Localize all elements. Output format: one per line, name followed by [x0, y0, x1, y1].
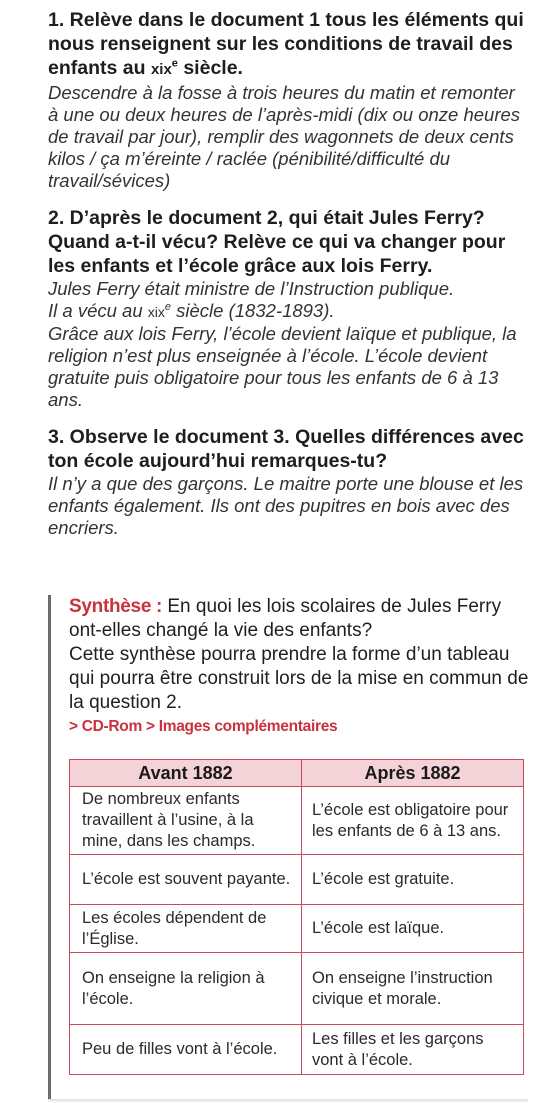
synthesis-question: En quoi les lois scolaires de Jules Ferry ont-elles changé la vie des enfants?: [69, 596, 502, 641]
table-cell-after: On enseigne l’instruction civique et morale.: [302, 953, 524, 1025]
question-1-block: [48, 8, 528, 192]
exercise-page: [48, 8, 528, 553]
table-header-row: [70, 760, 524, 787]
answer-2-line-1: Jules Ferry était ministre de l’Instruction publique.: [48, 278, 455, 299]
page-bottom-divider: [48, 1099, 528, 1103]
question-2-block: [48, 206, 528, 411]
synthesis-content: [69, 595, 529, 1069]
table-cell-after: Les filles et les garçons vont à l’école.: [302, 1025, 524, 1075]
table-row: [70, 905, 524, 953]
synthesis-title: [69, 595, 529, 643]
century-superscript: e: [171, 57, 178, 70]
table-cell-after: L’école est laïque.: [302, 905, 524, 953]
answer-2-line-2-start: Il a vécu au: [48, 300, 148, 321]
question-2: 2. D’après le document 2, qui était Jules Ferry? Quand a-t-il vécu? Relève ce qui va changer pour les enfants et l’école grâce aux lois Ferry.: [48, 207, 506, 277]
synthesis-keyword: Synthèse :: [69, 596, 163, 617]
table-cell-after: L’école est obligatoire pour les enfants de 6 à 13 ans.: [302, 787, 524, 855]
century-numeral: xix: [147, 304, 165, 320]
question-1-text: 1. Relève dans le document 1 tous les éléments qui nous renseignent sur les conditions de travail des enfants au: [48, 9, 524, 79]
table-cell-before: Peu de filles vont à l’école.: [70, 1025, 302, 1075]
century-superscript: e: [164, 300, 172, 313]
question-1: [48, 8, 528, 82]
table-cell-before: L’école est souvent payante.: [70, 855, 302, 905]
synthesis-box: [48, 595, 531, 1103]
answer-3: Il n’y a que des garçons. Le maitre porte une blouse et les enfants également. Ils ont des pupitres en bois avec des encriers.: [48, 473, 524, 538]
table-cell-before: Les écoles dépendent de l’Église.: [70, 905, 302, 953]
comparison-table: [69, 759, 524, 1075]
question-3-block: [48, 425, 528, 539]
table-cell-before: De nombreux enfants travaillent à l’usine, à la mine, dans les champs.: [70, 787, 302, 855]
column-header-before: Avant 1882: [70, 760, 302, 787]
century-numeral: xix: [150, 61, 172, 78]
answer-2-line-2-end: siècle (1832-1893).: [171, 300, 335, 321]
answer-2-line-2: [48, 300, 528, 323]
table-row: [70, 787, 524, 855]
question-1-text-end: siècle.: [177, 57, 243, 79]
synthesis-text: Cette synthèse pourra prendre la forme d’un tableau qui pourra être construit lors de la mise en commun de la question 2.: [69, 644, 529, 713]
answer-2-rest: Grâce aux lois Ferry, l’école devient laïque et publique, la religion n’est plus enseignée à l’école. L’école devient gratuite puis obligatoire pour tous les enfants de 6 à 13 ans.: [48, 323, 517, 410]
question-3: 3. Observe le document 3. Quelles différences avec ton école aujourd’hui remarques-tu?: [48, 426, 524, 472]
table-cell-before: On enseigne la religion à l’école.: [70, 953, 302, 1025]
table-row: [70, 855, 524, 905]
column-header-after: Après 1882: [302, 760, 524, 787]
table-cell-after: L’école est gratuite.: [302, 855, 524, 905]
table-row: [70, 953, 524, 1025]
cdrom-link[interactable]: > CD-Rom > Images complémentaires: [69, 718, 338, 735]
answer-1: Descendre à la fosse à trois heures du matin et remonter à une ou deux heures de l’après-midi (dix ou onze heures de travail par jour), remplir des wagonnets de deux cents kilos / ça m’éreinte / raclée (pénibilité/difficulté du travail/sévices): [48, 82, 521, 191]
table-row: [70, 1025, 524, 1075]
